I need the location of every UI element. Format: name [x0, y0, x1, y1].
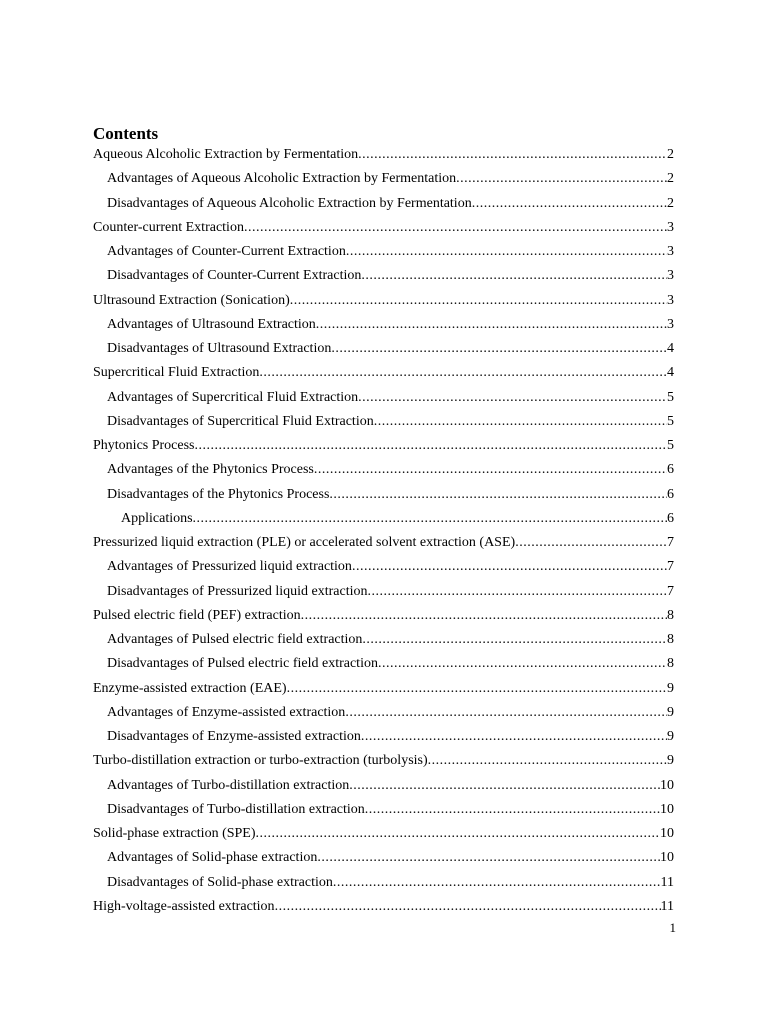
toc-entry-title: Aqueous Alcoholic Extraction by Fermentation [93, 147, 359, 163]
toc-entry-title: Advantages of Aqueous Alcoholic Extraction by Fermentation [107, 171, 457, 187]
toc-entry-title: Disadvantages of Pressurized liquid extraction [107, 583, 368, 599]
toc-entry-title: Disadvantages of Turbo-distillation extraction [107, 801, 365, 817]
toc-entry-title: Pressurized liquid extraction (PLE) or accelerated solvent extraction (ASE) [93, 535, 516, 551]
toc-entry[interactable] [0, 483, 768, 507]
toc-entry-line [107, 340, 674, 358]
toc-dot-leader [362, 631, 667, 649]
toc-dot-leader [428, 752, 667, 770]
toc-entry-page: 9 [667, 680, 674, 696]
toc-entry-page: 3 [667, 316, 674, 332]
toc-entry[interactable] [0, 774, 768, 798]
toc-entry-title: Applications [121, 510, 193, 526]
toc-dot-leader [365, 801, 660, 819]
toc-entry-line [107, 267, 674, 285]
toc-entry[interactable] [0, 289, 768, 313]
toc-entry[interactable] [0, 192, 768, 216]
toc-dot-leader [317, 849, 660, 867]
toc-dot-leader [301, 607, 667, 625]
toc-dot-leader [259, 364, 667, 382]
toc-entry-page: 4 [667, 365, 674, 381]
toc-entry-line [107, 243, 674, 261]
toc-entry-line [107, 413, 674, 431]
toc-entry[interactable] [0, 580, 768, 604]
toc-entry-title: Counter-current Extraction [93, 219, 244, 235]
toc-entry-page: 7 [667, 535, 674, 551]
toc-entry-page: 3 [667, 244, 674, 260]
toc-entry[interactable] [0, 361, 768, 385]
toc-entry-line [121, 510, 674, 528]
toc-entry-line [93, 898, 674, 916]
toc-dot-leader [314, 461, 667, 479]
toc-entry-page: 2 [667, 171, 674, 187]
toc-entry-line [107, 486, 674, 504]
toc-dot-leader [345, 704, 667, 722]
toc-entry[interactable] [0, 677, 768, 701]
toc-dot-leader [358, 389, 667, 407]
toc-entry-line [93, 680, 674, 698]
toc-entry-title: Advantages of Enzyme-assisted extraction [107, 704, 346, 720]
toc-entry[interactable] [0, 143, 768, 167]
toc-entry[interactable] [0, 434, 768, 458]
toc-entry[interactable] [0, 458, 768, 482]
toc-entry-title: Disadvantages of the Phytonics Process [107, 486, 330, 502]
toc-dot-leader [290, 292, 667, 310]
toc-entry-page: 5 [667, 438, 674, 454]
toc-entry-title: Advantages of Supercritical Fluid Extraction [107, 389, 359, 405]
toc-entry-line [107, 777, 674, 795]
toc-entry-page: 3 [667, 219, 674, 235]
toc-entry-title: Disadvantages of Aqueous Alcoholic Extraction by Fermentation [107, 195, 472, 211]
toc-entry-line [93, 752, 674, 770]
toc-entry-line [107, 874, 674, 892]
toc-entry-title: Phytonics Process [93, 438, 195, 454]
toc-dot-leader [193, 510, 667, 528]
toc-entry[interactable] [0, 507, 768, 531]
toc-entry-line [93, 437, 674, 455]
toc-dot-leader [374, 413, 667, 431]
toc-entry[interactable] [0, 725, 768, 749]
toc-dot-leader [472, 195, 667, 213]
toc-entry-page: 9 [667, 753, 674, 769]
toc-entry[interactable] [0, 846, 768, 870]
toc-entry-title: Disadvantages of Supercritical Fluid Extraction [107, 413, 374, 429]
toc-entry-title: Turbo-distillation extraction or turbo-extraction (turbolysis) [93, 753, 428, 769]
toc-dot-leader [256, 825, 660, 843]
toc-entry-title: Solid-phase extraction (SPE) [93, 826, 256, 842]
toc-entry-line [107, 801, 674, 819]
toc-dot-leader [275, 898, 661, 916]
toc-dot-leader [333, 874, 661, 892]
toc-entry-page: 3 [667, 292, 674, 308]
toc-dot-leader [361, 267, 667, 285]
toc-entry-title: Advantages of Turbo-distillation extraction [107, 777, 350, 793]
toc-entry-line [107, 389, 674, 407]
toc-entry-line [107, 631, 674, 649]
toc-entry-line [107, 316, 674, 334]
toc-dot-leader [367, 583, 667, 601]
toc-entry-page: 10 [660, 801, 674, 817]
toc-dot-leader [331, 340, 667, 358]
toc-entry-title: Disadvantages of Counter-Current Extraction [107, 268, 362, 284]
toc-entry-page: 5 [667, 389, 674, 405]
toc-dot-leader [456, 170, 667, 188]
toc-entry[interactable] [0, 531, 768, 555]
toc-dot-leader [244, 219, 667, 237]
toc-dot-leader [358, 146, 667, 164]
toc-dot-leader [352, 558, 667, 576]
toc-entry-title: Disadvantages of Solid-phase extraction [107, 874, 333, 890]
toc-entry-page: 6 [667, 462, 674, 478]
toc-entry-title: Advantages of the Phytonics Process [107, 462, 314, 478]
toc-dot-leader [361, 728, 667, 746]
toc-entry-title: Supercritical Fluid Extraction [93, 365, 260, 381]
toc-entry-line [107, 728, 674, 746]
toc-entry[interactable] [0, 628, 768, 652]
toc-entry[interactable] [0, 555, 768, 579]
toc-entry-page: 8 [667, 632, 674, 648]
toc-entry-line [107, 195, 674, 213]
toc-entry[interactable] [0, 871, 768, 895]
toc-entry-line [93, 292, 674, 310]
toc-entry[interactable] [0, 749, 768, 773]
toc-entry-line [93, 146, 674, 164]
table-of-contents [0, 143, 768, 919]
toc-entry-page: 9 [667, 704, 674, 720]
toc-entry-line [107, 849, 674, 867]
toc-dot-leader [195, 437, 668, 455]
toc-entry-line [93, 825, 674, 843]
toc-dot-leader [515, 534, 667, 552]
toc-dot-leader [287, 680, 667, 698]
toc-entry-title: Advantages of Pulsed electric field extraction [107, 632, 363, 648]
toc-entry[interactable] [0, 822, 768, 846]
toc-entry[interactable] [0, 701, 768, 725]
toc-entry-page: 11 [660, 898, 674, 914]
toc-entry-page: 10 [660, 826, 674, 842]
toc-entry-page: 7 [667, 583, 674, 599]
toc-entry-title: High-voltage-assisted extraction [93, 898, 275, 914]
toc-entry-page: 11 [660, 874, 674, 890]
toc-entry-page: 5 [667, 413, 674, 429]
toc-entry-title: Ultrasound Extraction (Sonication) [93, 292, 290, 308]
toc-entry-title: Advantages of Pressurized liquid extraction [107, 559, 352, 575]
toc-entry-page: 3 [667, 268, 674, 284]
toc-entry-line [93, 364, 674, 382]
toc-entry-page: 7 [667, 559, 674, 575]
toc-entry-line [107, 461, 674, 479]
toc-entry-page: 10 [660, 850, 674, 866]
toc-entry-title: Advantages of Ultrasound Extraction [107, 316, 316, 332]
toc-entry[interactable] [0, 313, 768, 337]
toc-entry-line [93, 607, 674, 625]
toc-entry-title: Advantages of Solid-phase extraction [107, 850, 318, 866]
toc-entry-title: Enzyme-assisted extraction (EAE) [93, 680, 287, 696]
toc-entry-page: 8 [667, 607, 674, 623]
toc-dot-leader [378, 655, 667, 673]
toc-entry-page: 9 [667, 729, 674, 745]
toc-entry-page: 2 [667, 147, 674, 163]
toc-entry-title: Advantages of Counter-Current Extraction [107, 244, 346, 260]
toc-entry-line [107, 558, 674, 576]
toc-entry-page: 10 [660, 777, 674, 793]
toc-entry-title: Pulsed electric field (PEF) extraction [93, 607, 301, 623]
toc-entry-line [107, 170, 674, 188]
toc-entry-line [107, 655, 674, 673]
page-number: 1 [669, 920, 676, 935]
toc-entry[interactable] [0, 386, 768, 410]
toc-dot-leader [329, 486, 667, 504]
toc-dot-leader [346, 243, 667, 261]
toc-entry-title: Disadvantages of Ultrasound Extraction [107, 341, 332, 357]
toc-entry-line [107, 583, 674, 601]
toc-entry[interactable] [0, 798, 768, 822]
toc-entry-page: 6 [667, 486, 674, 502]
toc-entry[interactable] [0, 895, 768, 919]
toc-entry-page: 8 [667, 656, 674, 672]
toc-entry-page: 6 [667, 510, 674, 526]
toc-dot-leader [349, 777, 660, 795]
toc-entry-page: 4 [667, 341, 674, 357]
toc-entry-title: Disadvantages of Enzyme-assisted extraction [107, 729, 361, 745]
toc-entry[interactable] [0, 604, 768, 628]
toc-entry-page: 2 [667, 195, 674, 211]
toc-entry-line [93, 219, 674, 237]
toc-entry-line [107, 704, 674, 722]
toc-heading: Contents [93, 124, 159, 143]
toc-entry[interactable] [0, 264, 768, 288]
toc-entry[interactable] [0, 167, 768, 191]
toc-entry[interactable] [0, 240, 768, 264]
toc-entry[interactable] [0, 337, 768, 361]
toc-entry[interactable] [0, 216, 768, 240]
toc-entry-title: Disadvantages of Pulsed electric field extraction [107, 656, 378, 672]
toc-dot-leader [316, 316, 667, 334]
toc-entry[interactable] [0, 652, 768, 676]
toc-entry-line [93, 534, 674, 552]
toc-entry[interactable] [0, 410, 768, 434]
